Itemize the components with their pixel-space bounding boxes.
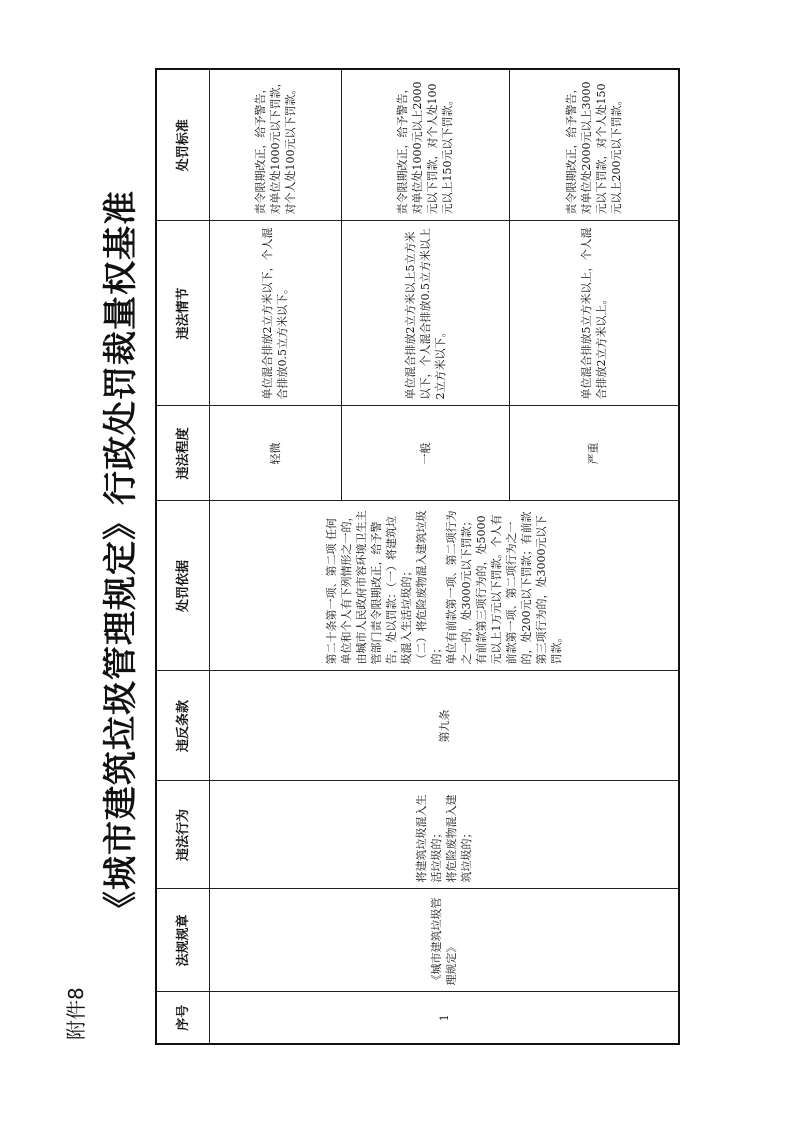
violation-item: 将危险废物混入建筑垃圾的； (445, 794, 473, 883)
degree-cell: 轻微 (210, 406, 342, 501)
circumstance-cell: 单位混合排放2立方米以下，个人混合排放0.5立方米以下。 (210, 221, 342, 406)
header-seq: 序号 (156, 992, 210, 1044)
header-regulation: 法规规章 (156, 889, 210, 992)
basis-cell (210, 501, 680, 671)
header-standard: 处罚标准 (156, 69, 210, 221)
standard-cell: 责令限期改正，给予警告，对单位处1000元以下罚款，对个人处100元以下罚款。 (210, 69, 342, 221)
basis-paragraph: 单位有前款第一项、第二项行为之一的，处3000元以下罚款；有前款第三项行为的，处5000元以上1万元以下罚款。个人有前款第一项、第二项行为之一的，处200元以下罚款；有前款第三项行为的，处3000元以下罚款。 (445, 510, 563, 665)
discretion-table (155, 68, 680, 1045)
header-row (156, 69, 210, 1044)
standard-cell: 责令限期改正，给予警告，对单位处2000元以上3000元以下罚款，对个人处150元以上200元以下罚款。 (509, 69, 679, 221)
clause-cell: 第九条 (210, 671, 680, 781)
violation-cell (210, 781, 680, 889)
header-circumstance: 违法情节 (156, 221, 210, 406)
seq-cell: 1 (210, 992, 680, 1044)
degree-cell: 一般 (341, 406, 509, 501)
basis-paragraph: （二）将危险废物混入建筑垃圾的； (415, 510, 443, 665)
header-violation: 违法行为 (156, 781, 210, 889)
degree-cell: 严重 (509, 406, 679, 501)
header-clause: 违反条款 (156, 671, 210, 781)
standard-cell: 责令限期改正，给予警告，对单位处1000元以上2000元以下罚款，对个人处100元以上150元以下罚款。 (341, 69, 509, 221)
table-row (210, 69, 342, 1044)
circumstance-cell: 单位混合排放2立方米以上5立方米以下，个人混合排放0.5立方米以上2立方米以下。 (341, 221, 509, 406)
basis-paragraph: 第二十条第一项、第二项 任何单位和个人有下列情形之一的，由城市人民政府市容环境卫生主管部门责令限期改正，给予警告，处以罚款：（一）将建筑垃圾混入生活垃圾的； (325, 510, 413, 665)
document-title: 《城市建筑垃圾管理规定》行政处罚裁量权基准 (101, 190, 141, 925)
violation-item: 将建筑垃圾混入生活垃圾的； (415, 794, 443, 883)
circumstance-cell: 单位混合排放5立方米以上，个人混合排放2立方米以上。 (509, 221, 679, 406)
header-degree: 违法程度 (156, 406, 210, 501)
attachment-label: 附件8 (64, 987, 88, 1040)
rotated-page (101, 70, 680, 1045)
regulation-cell: 《城市建筑垃圾管理规定》 (210, 889, 680, 992)
header-basis: 处罚依据 (156, 501, 210, 671)
